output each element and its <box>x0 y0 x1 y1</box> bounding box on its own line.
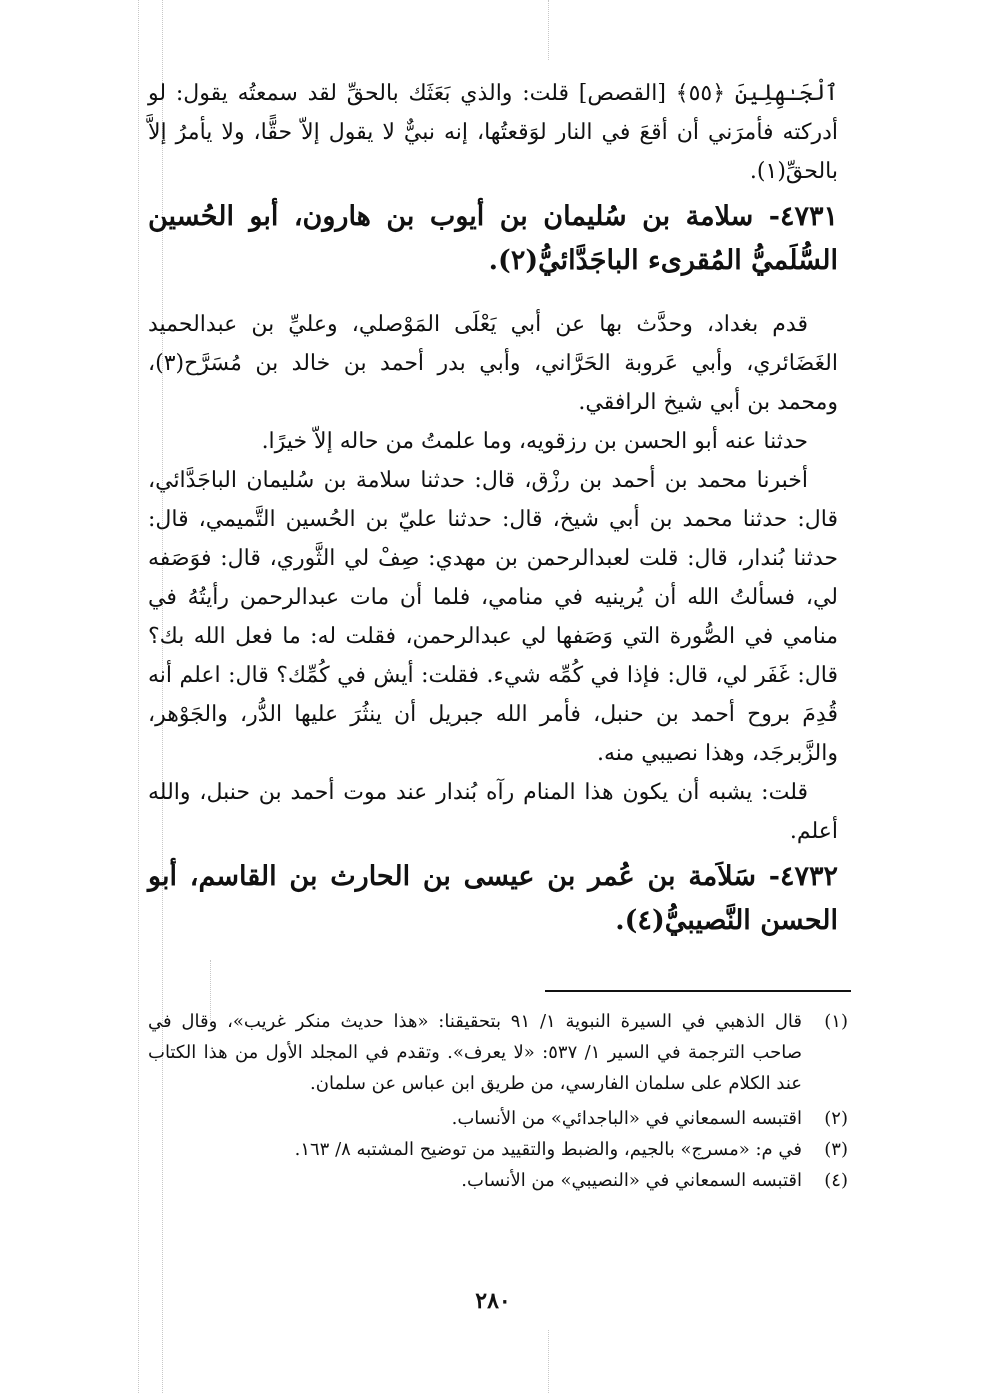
paragraph-biography: قدم بغداد، وحدَّث بها عن أبي يَعْلَى المَوْصلي، وعليِّ بن عبدالحميد الغَضَائري، وأبي عَروبة الحَرَّاني، وأبي بدر أحمد بن خالد بن مُسَرَّح(٣)، ومحمد بن أبي شيخ الرافقي. <box>148 312 838 415</box>
footnote-item <box>148 1165 848 1196</box>
scan-artifact-line <box>138 0 139 1393</box>
footnote-item <box>148 1006 848 1099</box>
footnote-text: في م: «مسرج» بالجيم، والضبط والتقييد من توضيح المشتبه ٨/ ١٦٣. <box>294 1139 802 1160</box>
footnote-number: (١) <box>824 1011 848 1032</box>
footnote-text: اقتبسه السمعاني في «الباجدائي» من الأنساب. <box>451 1108 802 1129</box>
paragraph-report: أخبرنا محمد بن أحمد بن رزْق، قال: حدثنا سلامة بن سُليمان الباجَدَّائي، قال: حدثنا محمد بن أبي شيخ، قال: حدثنا عليّ بن الحُسين التَّميمي، قال: حدثنا بُندار، قال: قلت لعبدالرحمن بن مهدي: صِفْ لي الثَّوري، قال: فوَصَفه لي، فسألتُ الله أن يُرينيه في منامي، فلما أن مات عبدالرحمن رأيتُهُ في منامي في الصُّورة التي وَصَفها لي عبدالرحمن، فقلت له: ما فعل الله بك؟ قال: غَفَر لي، قال: فإذا في كُمِّه شيء. فقلت: أيش في كُمِّك؟ قال: اعلم أنه قُدِمَ بروح أحمد بن حنبل، فأمر الله جبريل أن ينثُرَ عليها الدُّر، والجَوْهر، والزَّبرجَد، وهذا نصيبي منه. <box>148 468 838 766</box>
footnote-text: قال الذهبي في السيرة النبوية ١/ ٩١ بتحقيقنا: «هذا حديث منكر غريب»، وقال في صاحب الترجمة في السير ١/ ٥٣٧: «لا يعرف». وتقدم في المجلد الأول من هذا الكتاب عند الكلام على سلمان الفارسي، من طريق ابن عباس عن سلمان. <box>148 1011 802 1094</box>
entry-heading-4732: ٤٧٣٢- سَلاَمة بن عُمر بن عيسى بن الحارث بن القاسم، أبو الحسن النَّصيبيُّ(٤). <box>148 861 838 936</box>
paragraph-narrator: حدثنا عنه أبو الحسن بن رزقويه، وما علمتُ من حاله إلاّ خيرًا. <box>261 429 808 454</box>
entry-heading-4731: ٤٧٣١- سلامة بن سُليمان بن أيوب بن هارون، أبو الحُسين السُّلَميُّ المُقرىء الباجَدَّائيُّ(٢). <box>148 201 838 276</box>
scan-artifact-line <box>548 1330 549 1393</box>
main-text <box>148 74 838 943</box>
footnote-text: اقتبسه السمعاني في «النصيبي» من الأنساب. <box>461 1170 802 1191</box>
page-number: ٢٨٠ <box>475 1288 511 1314</box>
paragraph-comment: قلت: يشبه أن يكون هذا المنام رآه بُندار عند موت أحمد بن حنبل، والله أعلم. <box>148 780 838 844</box>
footnote-number: (٣) <box>824 1139 848 1160</box>
footnote-item <box>148 1134 848 1165</box>
footnote-item <box>148 1103 848 1134</box>
footnote-separator <box>545 990 851 992</box>
paragraph-continuation: ٱلْجَـٰهِلِينَ ﴿٥٥﴾ [القصص] قلت: والذي بَعَثَك بالحقِّ لقد سمعتُه يقول: لو أدركته فأمرَني أن أقعَ في النار لوَقعتُها، إنه نبيٌّ لا يقول إلاّ حقًّا، ولا يأمرُ إلاَّ بالحقِّ(١). <box>148 81 838 184</box>
footnote-number: (٤) <box>824 1170 848 1191</box>
footnote-number: (٢) <box>824 1108 848 1129</box>
scan-artifact-line <box>548 0 549 60</box>
footnotes <box>148 1006 848 1196</box>
